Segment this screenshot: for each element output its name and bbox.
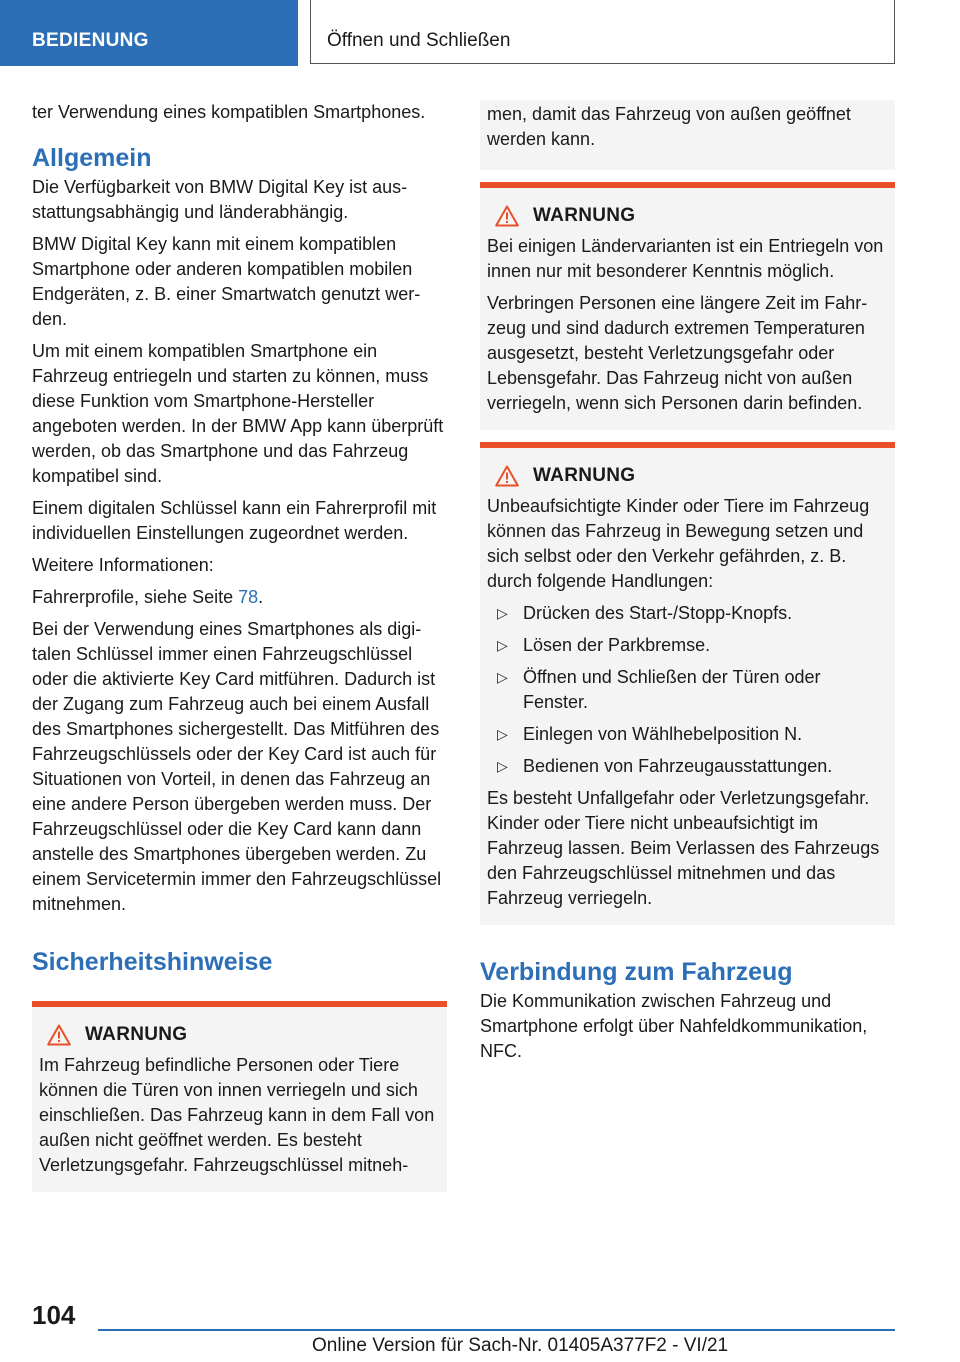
- warning-text-temperature: Verbringen Personen eine längere Zeit im Fahrzeug und sind dadurch extremen Temperaturen ausgesetzt, besteht Verletzungsgefahr oder Lebensgefahr. Das Fahrzeug nicht von außen verriegeln, wenn sich Personen darin befinden.: [487, 293, 868, 413]
- warning-text-accident: Es besteht Unfallgefahr oder Verletzungsgefahr. Kinder oder Tiere nicht unbeaufsichtigt im Fahrzeug lassen. Beim Verlassen des Fahrzeugs den Fahrzeugschlüssel mitnehmen und das Fahrzeug verriegeln.: [487, 788, 880, 908]
- warning-box-locking: [32, 1001, 447, 1192]
- paragraph-manufacturer: Um mit einem kompatiblen Smartphone ein Fahrzeug entriegeln und starten zu können, muss diese Funktion vom Smartphone-Hersteller angeboten werden. In der BMW App kann überprüft werden, ob das Smartphone und das Fahrzeug kompatibel sind.: [32, 341, 444, 486]
- section-title: BEDIENUNG: [32, 30, 149, 51]
- intro-paragraph: ter Verwendung eines kompatiblen Smartphones.: [32, 102, 426, 122]
- triangle-bullet-icon: ▷: [497, 758, 508, 774]
- warning-box-children: [480, 442, 895, 925]
- section-tab: [0, 0, 298, 66]
- paragraph-devices: BMW Digital Key kann mit einem kompatiblen Smartphone oder anderen kompatiblen mobilen Endgeräten, z. B. einer Smartwatch genutzt werden.: [32, 234, 421, 329]
- paragraph-availability: Die Verfügbarkeit von BMW Digital Key ist ausstattungsabhängig und länderabhängig.: [32, 177, 408, 222]
- triangle-bullet-icon: ▷: [497, 637, 508, 653]
- warning-triangle-icon: [495, 205, 519, 227]
- warning-text: Im Fahrzeug befindliche Personen oder Tiere können die Türen von innen verriegeln und sich einschließen. Das Fahrzeug kann in dem Fall von außen nicht geöffnet werden. Es besteht Verletzungsgefahr. Fahrzeugschlüssel mitneh-: [39, 1055, 435, 1175]
- warning-text-unlock: Bei einigen Ländervarianten ist ein Entriegeln von innen nur mit besonderer Kenntnis möglich.: [487, 236, 884, 281]
- reference-end: .: [258, 587, 264, 607]
- triangle-bullet-icon: ▷: [497, 605, 508, 621]
- warning-box-locking-continued: [480, 100, 895, 170]
- online-version-note: Online Version für Sach-Nr. 01405A377F2 - VI/21: [312, 1335, 729, 1356]
- action-list: [487, 601, 888, 779]
- warning-box-temperature: [480, 182, 895, 430]
- paragraph-key-card: Bei der Verwendung eines Smartphones als digitalen Schlüssel immer einen Fahrzeugschlüssel oder die aktivierte Key Card mitführen. Dadurch ist der Zugang zum Fahrzeug auch bei einem Ausfall des Smartphones sichergestellt. Das Mitführen des Fahrzeugschlüssels oder der Key Card ist auch für Situationen von Vorteil, in denen das Fahrzeug an eine andere Person übergeben werden muss. Der Fahrzeugschlüssel oder die Key Card kann dann anstelle des Smartphones übergeben werden. Zu einem Servicetermin immer den Fahrzeugschlüssel mitnehmen.: [32, 619, 442, 914]
- heading-sicherheitshinweise: Sicherheitshinweise: [32, 948, 273, 976]
- paragraph-nfc: Die Kommunikation zwischen Fahrzeug und Smartphone erfolgt über Nahfeldkommunikation, NFC.: [480, 991, 868, 1061]
- chapter-tab: [310, 0, 895, 64]
- heading-allgemein: Allgemein: [32, 144, 152, 172]
- paragraph-reference: [32, 585, 447, 610]
- footer-divider: [98, 1329, 895, 1331]
- right-column: [480, 100, 895, 1071]
- list-item: ▷ Öffnen und Schließen der Türen oder Fenster.: [487, 665, 888, 715]
- warning-text-children: Unbeaufsichtigte Kinder oder Tiere im Fahrzeug können das Fahrzeug in Bewegung setzen und sich selbst oder den Verkehr gefährden, z. B. durch folgende Handlungen:: [487, 496, 870, 591]
- triangle-bullet-icon: ▷: [497, 669, 508, 685]
- list-item: ▷ Drücken des Start-/Stopp-Knopfs.: [487, 601, 888, 626]
- list-item: ▷ Bedienen von Fahrzeugausstattungen.: [487, 754, 888, 779]
- heading-verbindung: Verbindung zum Fahrzeug: [480, 958, 793, 986]
- warning-triangle-icon: [495, 465, 519, 487]
- triangle-bullet-icon: ▷: [497, 726, 508, 742]
- chapter-title: Öffnen und Schließen: [327, 30, 511, 51]
- list-item: ▷ Einlegen von Wählhebelposition N.: [487, 722, 888, 747]
- left-column: [32, 100, 447, 1192]
- warning-header: [39, 1023, 440, 1047]
- warning-triangle-icon: [47, 1024, 71, 1046]
- warning-header: [487, 204, 888, 228]
- warning-text-continued: men, damit das Fahrzeug von außen geöffnet werden kann.: [487, 104, 851, 149]
- warning-title: WARNUNG: [85, 1024, 188, 1045]
- paragraph-driver-profile: Einem digitalen Schlüssel kann ein Fahrerprofil mit individuellen Einstellungen zugeordnet werden.: [32, 498, 437, 543]
- reference-text: Fahrerprofile, siehe Seite: [32, 587, 239, 607]
- warning-title: WARNUNG: [533, 465, 636, 486]
- page-header: [0, 0, 960, 66]
- page-number: 104: [32, 1300, 76, 1330]
- warning-header: [487, 464, 888, 488]
- list-item: ▷ Lösen der Parkbremse.: [487, 633, 888, 658]
- paragraph-more-info: Weitere Informationen:: [32, 555, 214, 575]
- page-link-78[interactable]: 78: [238, 587, 259, 607]
- warning-title: WARNUNG: [533, 205, 636, 226]
